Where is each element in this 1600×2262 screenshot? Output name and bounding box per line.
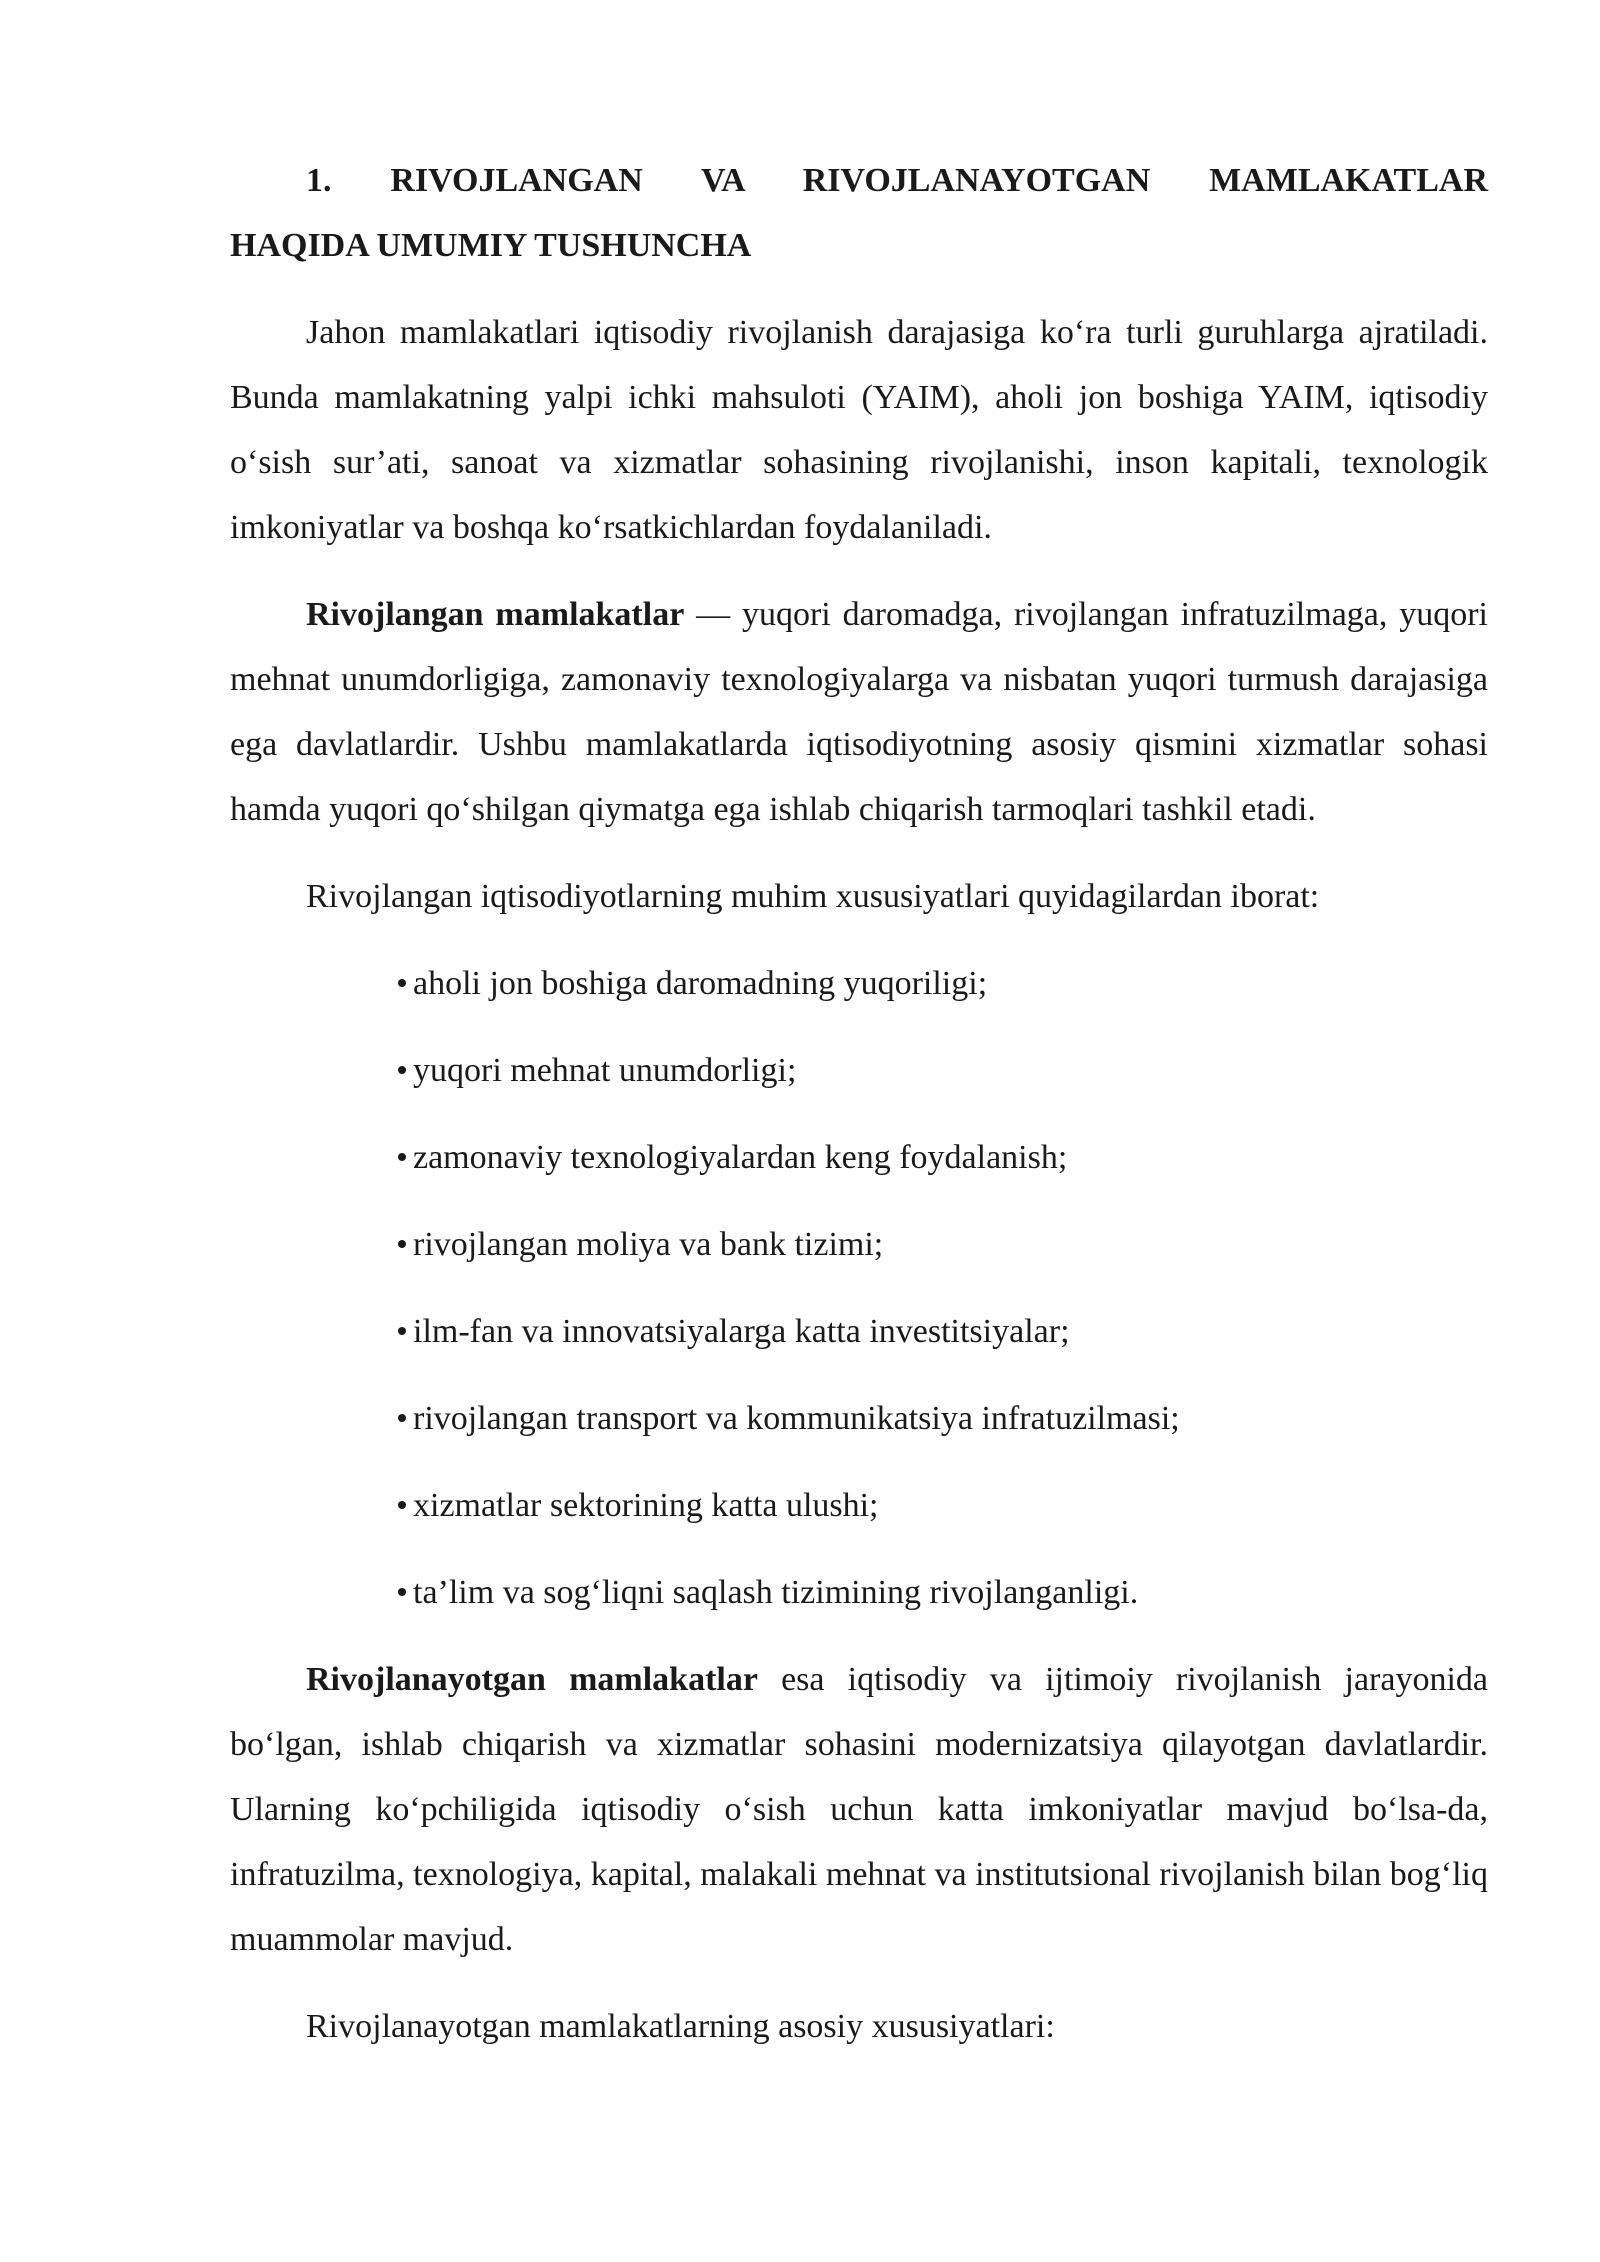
list-item-text: ta’lim va sog‘liqni saqlash tizimining rivojlanganligi. bbox=[413, 1574, 1139, 1611]
section-heading bbox=[230, 148, 1488, 278]
list-item bbox=[398, 1473, 1488, 1538]
developing-term: Rivojlanayotgan mamlakatlar bbox=[306, 1661, 758, 1698]
list-item bbox=[398, 1125, 1488, 1190]
developed-definition-paragraph bbox=[230, 582, 1488, 842]
list-item-text: ilm-fan va innovatsiyalarga katta investitsiyalar; bbox=[413, 1313, 1070, 1350]
document-page bbox=[230, 148, 1488, 2081]
list-item bbox=[398, 1299, 1488, 1364]
list-item bbox=[398, 1560, 1488, 1625]
list-item-text: aholi jon boshiga daromadning yuqoriligi; bbox=[413, 965, 988, 1002]
list-item bbox=[398, 1386, 1488, 1451]
bullet-icon bbox=[398, 1153, 406, 1161]
bullet-icon bbox=[398, 1588, 406, 1596]
bullet-icon bbox=[398, 1066, 406, 1074]
developed-features-lead: Rivojlangan iqtisodiyotlarning muhim xususiyatlari quyidagilardan iborat: bbox=[306, 878, 1320, 915]
list-item-text: yuqori mehnat unumdorligi; bbox=[413, 1052, 797, 1089]
developing-definition-paragraph bbox=[230, 1647, 1488, 1972]
developed-definition-text: — yuqori daromadga, rivojlangan infratuzilmaga, yuqori mehnat unumdorligiga, zamonaviy texnologiyalarga va nisbatan yuqori turmush darajasiga ega davlatlardir. Ushbu mamlakatlarda iqtisodiyotning asosiy qismini xizmatlar sohasi hamda yuqori qo‘shilgan qiymatga ega ishlab chiqarish tarmoqlari tashkil etadi. bbox=[230, 596, 1488, 828]
intro-paragraph: Jahon mamlakatlari iqtisodiy rivojlanish darajasiga ko‘ra turli guruhlarga ajratiladi. Bunda mamlakatning yalpi ichki mahsuloti (YAIM), aholi jon boshiga YAIM, iqtisodiy o‘sish sur’ati, sanoat va xizmatlar sohasining rivojlanishi, inson kapitali, texnologik imkoniyatlar va boshqa ko‘rsatkichlardan foydalaniladi. bbox=[230, 314, 1488, 546]
list-item bbox=[398, 951, 1488, 1016]
developed-term: Rivojlangan mamlakatlar bbox=[306, 596, 685, 633]
bullet-icon bbox=[398, 979, 406, 987]
list-item-text: xizmatlar sektorining katta ulushi; bbox=[413, 1487, 879, 1524]
section-heading-line2: HAQIDA UMUMIY TUSHUNCHA bbox=[230, 227, 752, 264]
bullet-icon bbox=[398, 1501, 406, 1509]
bullet-icon bbox=[398, 1414, 406, 1422]
bullet-icon bbox=[398, 1240, 406, 1248]
list-item-text: rivojlangan moliya va bank tizimi; bbox=[413, 1226, 884, 1263]
developing-features-lead: Rivojlanayotgan mamlakatlarning asosiy xususiyatlari: bbox=[306, 2008, 1055, 2045]
bullet-icon bbox=[398, 1327, 406, 1335]
section-heading-line1: 1. RIVOJLANGAN VA RIVOJLANAYOTGAN MAMLAKATLAR bbox=[306, 162, 1488, 199]
list-item-text: rivojlangan transport va kommunikatsiya infratuzilmasi; bbox=[413, 1400, 1180, 1437]
developed-features-list bbox=[230, 951, 1488, 1625]
list-item bbox=[398, 1038, 1488, 1103]
developing-definition-text: esa iqtisodiy va ijtimoiy rivojlanish jarayonida bo‘lgan, ishlab chiqarish va xizmatlar sohasini modernizatsiya qilayotgan davlatlardir. Ularning ko‘pchiligida iqtisodiy o‘sish uchun katta imkoniyatlar mavjud bo‘lsa-da, infratuzilma, texnologiya, kapital, malakali mehnat va institutsional rivojlanish bilan bog‘liq muammolar mavjud. bbox=[230, 1661, 1488, 1958]
list-item-text: zamonaviy texnologiyalardan keng foydalanish; bbox=[413, 1139, 1068, 1176]
list-item bbox=[398, 1212, 1488, 1277]
